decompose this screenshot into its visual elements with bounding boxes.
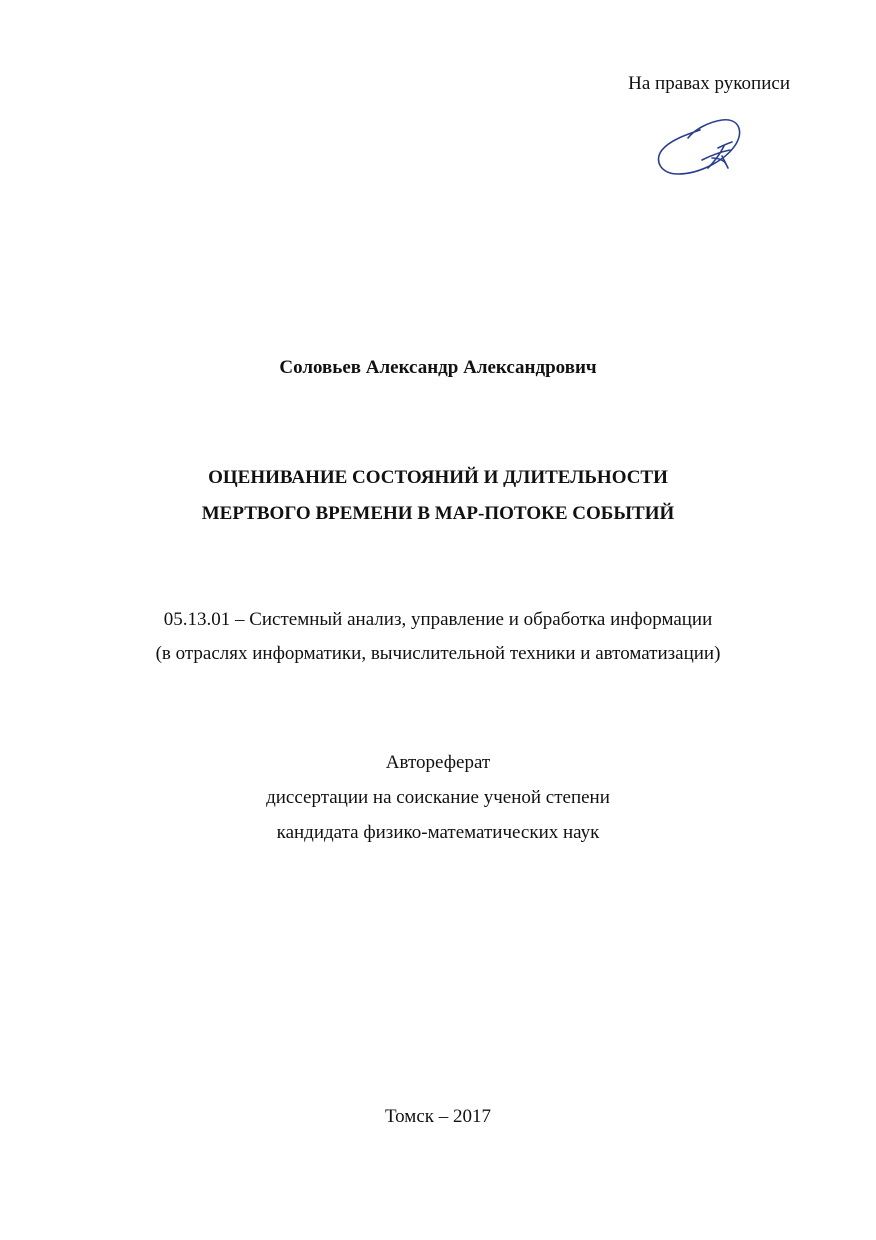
- abstract-line-3: кандидата физико-математических наук: [276, 822, 600, 843]
- place-year: Томск – 2017: [384, 1106, 491, 1127]
- author-name: Соловьев Александр Александрович: [279, 357, 597, 378]
- abstract-description: [0, 745, 876, 850]
- signature-image: [648, 108, 752, 188]
- specialty-line-2: (в отраслях информатики, вычислительной техники и автоматизации): [155, 643, 721, 664]
- title-line-2: МЕРТВОГО ВРЕМЕНИ В МАР-ПОТОКЕ СОБЫТИЙ: [201, 503, 675, 524]
- specialty-line-1: 05.13.01 – Системный анализ, управление и обработка информации: [163, 609, 713, 630]
- manuscript-note: На правах рукописи: [628, 73, 790, 94]
- abstract-line-2: диссертации на соискание ученой степени: [266, 787, 610, 808]
- dissertation-title: [0, 460, 876, 532]
- specialty-code: [0, 603, 876, 671]
- title-line-1: ОЦЕНИВАНИЕ СОСТОЯНИЙ И ДЛИТЕЛЬНОСТИ: [208, 467, 668, 488]
- abstract-line-1: Автореферат: [385, 752, 491, 773]
